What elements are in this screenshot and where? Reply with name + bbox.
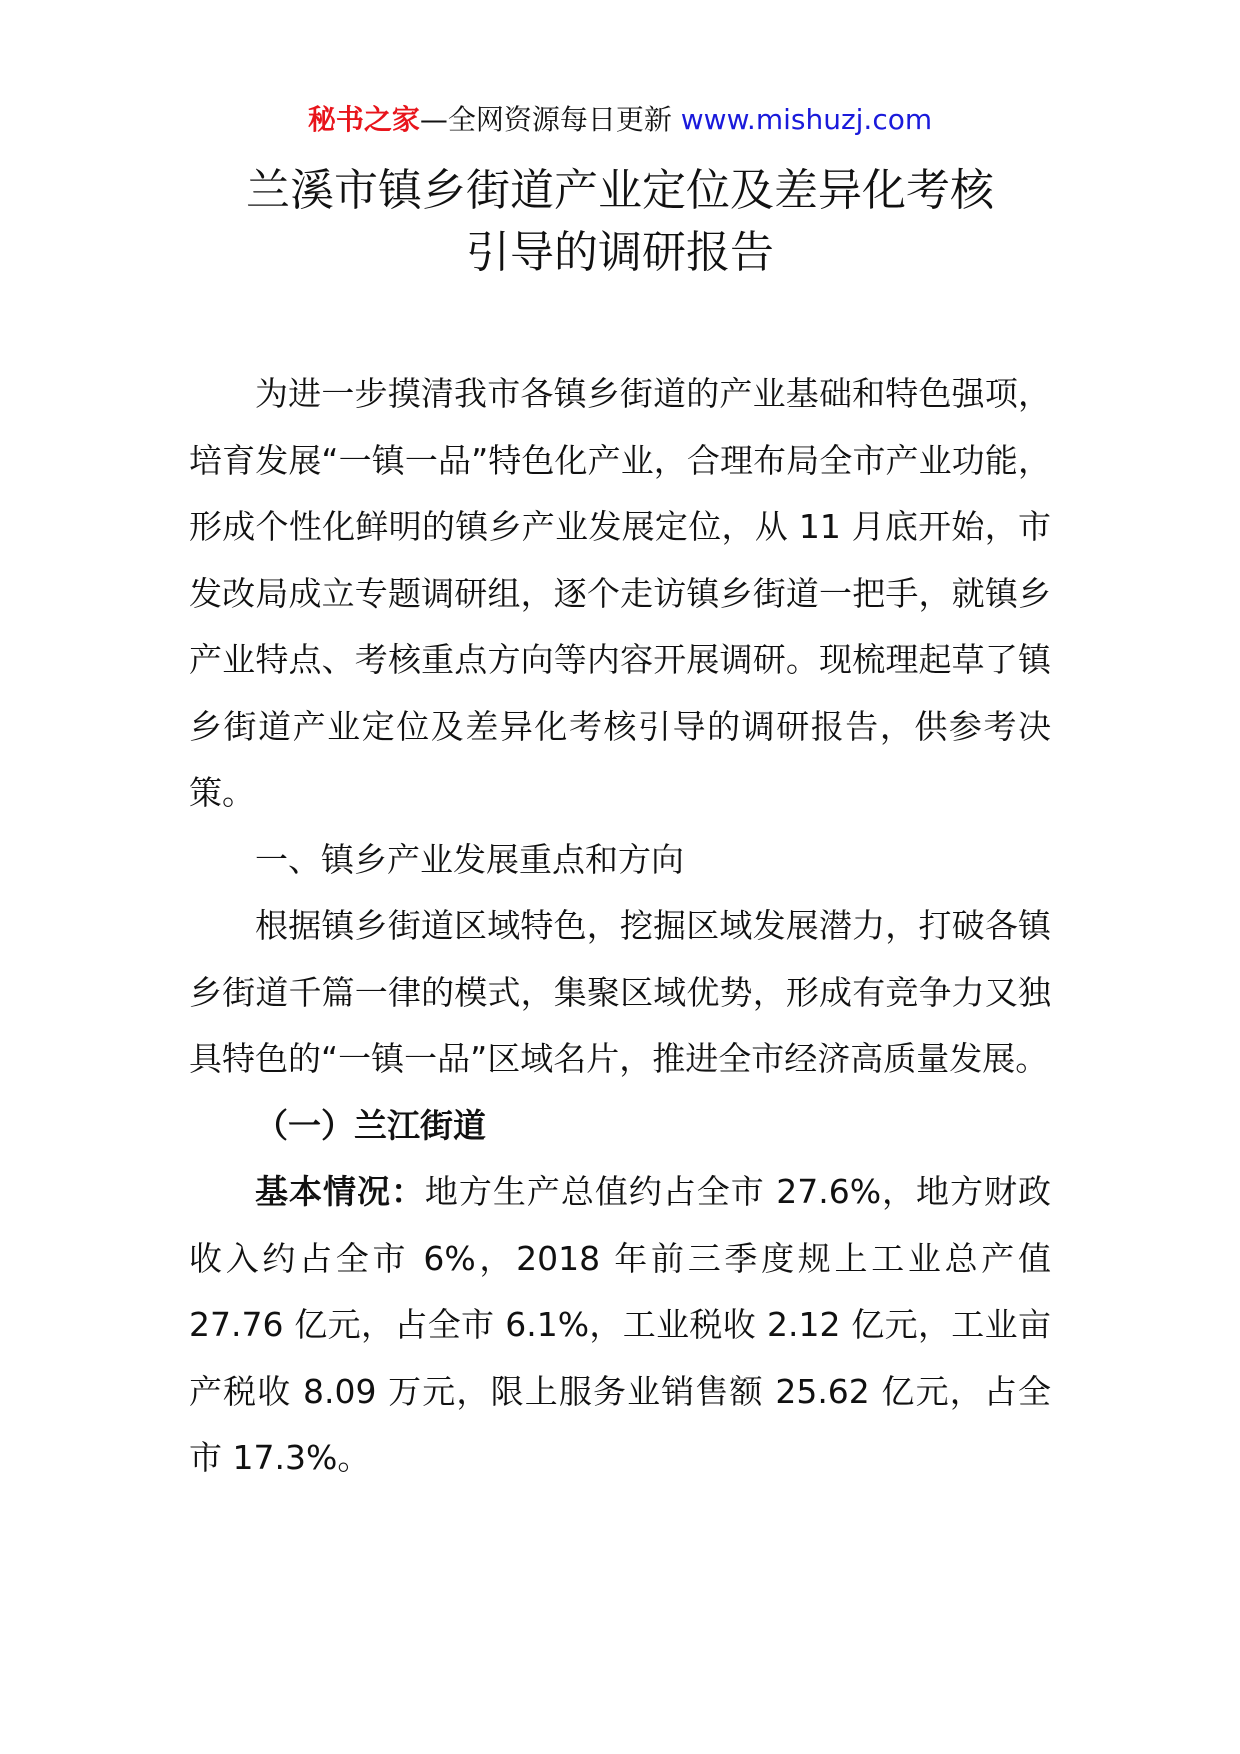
brand-name: 秘书之家 xyxy=(307,103,420,136)
basic-info-paragraph xyxy=(189,1159,1051,1492)
site-banner xyxy=(0,100,1240,140)
title-line-1: 兰溪市镇乡街道产业定位及差异化考核 xyxy=(246,165,994,216)
document-body xyxy=(189,361,1051,1492)
section-1-paragraph: 根据镇乡街道区域特色，挖掘区域发展潜力，打破各镇乡街道千篇一律的模式，集聚区域优势，形成有竞争力又独具特色的“一镇一品”区域名片，推进全市经济高质量发展。 xyxy=(189,906,1051,1078)
site-url-link[interactable]: www.mishuzj.com xyxy=(680,103,933,136)
subsection-heading-lanjiang: （一）兰江街道 xyxy=(255,1105,486,1145)
basic-info-label: 基本情况： xyxy=(255,1172,425,1211)
intro-paragraph: 为进一步摸清我市各镇乡街道的产业基础和特色强项，培育发展“一镇一品”特色化产业，合理布局全市产业功能，形成个性化鲜明的镇乡产业发展定位，从 11 月底开始，市发改局成立专题调研组，逐个走访镇乡街道一把手，就镇乡产业特点、考核重点方向等内容开展调研。现梳理起草了镇乡街道产业定位及差异化考核引导的调研报告，供参考决策。 xyxy=(189,374,1051,812)
section-heading-1: 一、镇乡产业发展重点和方向 xyxy=(255,839,684,879)
document-title xyxy=(0,160,1240,284)
banner-tagline: —全网资源每日更新 xyxy=(419,103,681,136)
title-line-2: 引导的调研报告 xyxy=(466,227,774,278)
basic-info-text: 地方生产总值约占全市 27.6%，地方财政收入约占全市 6%，2018 年前三季度规上工业总产值 27.76 亿元，占全市 6.1%，工业税收 2.12 亿元，工业亩产税收 8.09 万元，限上服务业销售额 25.62 亿元，占全市 17.3%。 xyxy=(189,1172,1051,1477)
